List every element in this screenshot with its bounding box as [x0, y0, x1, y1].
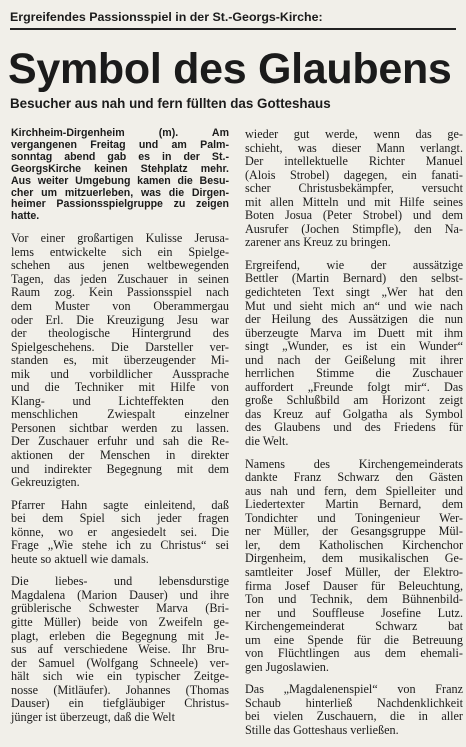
- text-line: große Schlußbild am Horizont zeigt: [245, 393, 463, 408]
- text-line: Aus weiter Umgebung kamen die Besu-: [11, 174, 229, 187]
- text-line: ner und Souffleuse Josefine Lutz.: [245, 605, 463, 620]
- text-line: gedichteten Text singt „Wer hat den: [245, 285, 463, 300]
- text-line: die Welt.: [245, 434, 289, 449]
- body-paragraph: [245, 683, 463, 737]
- text-line: Kirchengemeinderat Schwarz bat: [245, 619, 463, 634]
- text-line: wieder gut werde, wenn das ge-: [245, 127, 463, 141]
- text-line: heimer Passionsspielgruppe zu zeigen: [11, 198, 229, 211]
- text-line: ner Müller, der Gesangsgruppe Mül-: [245, 524, 463, 539]
- text-line: Ergreifend, wie der aussätzige: [245, 257, 463, 272]
- text-line: cher um mitzuerleben, was die Dirgen-: [11, 186, 229, 199]
- text-line: dem Muster von Oberammergau: [11, 298, 229, 313]
- text-line: zarener ans Kreuz zu bringen.: [245, 235, 391, 250]
- text-line: Klang- und Lichteffekten den: [11, 393, 229, 408]
- text-line: Der intellektuelle Richter Manuel: [245, 154, 463, 169]
- text-line: herrlichen Stimme die Zuschauer: [245, 366, 463, 381]
- text-line: Stille das Gotteshaus verließen.: [245, 722, 399, 737]
- body-paragraph: [245, 259, 463, 449]
- body-paragraph: [11, 499, 229, 567]
- text-line: lems entwickelte sich ein Spielge-: [11, 244, 229, 259]
- text-line: Mut und sieht mich an“ und wie nach: [245, 298, 463, 313]
- text-line: Bettler (Martin Bernard) den selbst-: [245, 271, 463, 286]
- text-line: Magdalena (Marion Dauser) und ihre: [11, 587, 229, 602]
- text-line: von Flüchtlingen aus dem ehemali-: [245, 646, 463, 661]
- body-paragraph: [11, 232, 229, 489]
- article-subheadline: Besucher aus nah und fern füllten das Gotteshaus: [10, 96, 331, 111]
- text-line: Tondichter und Toningenieur Wer-: [245, 510, 463, 525]
- text-line: samtleiter Josef Müller, der Elektro-: [245, 564, 463, 579]
- text-line: Dirgenheim, dem musikalischen Ge-: [245, 551, 463, 566]
- text-line: dankte Franz Schwarz den Gästen: [245, 470, 463, 485]
- text-line: Spielgeschehens. Die Darsteller ver-: [11, 339, 229, 354]
- text-line: und nach der Geißelung mit ihrer: [245, 352, 463, 367]
- text-line: Tagen, das jeden Zuschauer in seinen: [11, 271, 229, 286]
- text-line: Dauser) ein tiefgläubiger Christus-: [11, 696, 229, 711]
- text-line: Liedertexter Martin Bernard, dem: [245, 497, 463, 512]
- text-line: scher Christusbekämpfer, versucht: [245, 181, 463, 196]
- text-line: mik und vorbildlicher Aussprache: [11, 366, 229, 381]
- text-line: (Alois Strobel) dagegen, ein fanati-: [245, 167, 463, 182]
- right-column: [245, 128, 463, 747]
- text-line: Frage „Wie stehe ich zu Christus“ sei: [11, 538, 229, 553]
- text-line: um eine Spende für die Betreuung: [245, 632, 463, 647]
- text-line: firma Josef Dauser für Beleuchtung,: [245, 578, 463, 593]
- text-line: Die liebes- und lebensdurstige: [11, 574, 229, 589]
- text-line: überzeugte Marva im Duett mit ihm: [245, 325, 463, 340]
- text-line: Der Zuschauer erfuhr und sah die Re-: [11, 434, 229, 449]
- text-line: Das „Magdalenenspiel“ von Franz: [245, 682, 463, 697]
- body-paragraph: [11, 575, 229, 724]
- article-headline: Symbol des Glaubens: [8, 45, 452, 93]
- text-line: des Glaubens und des Friedens für: [245, 420, 463, 435]
- text-line: und indirekter Begegnung mit dem: [11, 461, 229, 476]
- text-line: heute so aktuell wie damals.: [11, 551, 149, 566]
- text-line: schieht, was dieser Mann verlangt.: [245, 140, 463, 155]
- text-line: hatte.: [11, 210, 40, 223]
- text-line: auffordert „Freunde folgt mir“. Das: [245, 379, 463, 394]
- text-line: Gekreuzigten.: [11, 475, 80, 490]
- text-line: Vor einer großartigen Kulisse Jerusa-: [11, 231, 229, 246]
- text-line: Schaub hinterließ Nachdenklichkeit: [245, 695, 463, 710]
- text-line: mit allen Mitteln und mit Hilfe seines: [245, 194, 463, 209]
- lead-paragraph: [11, 128, 229, 223]
- text-line: der Heilung des Aussätzigen die nun: [245, 312, 463, 327]
- text-line: ler, dem Katholischen Kirchenchor: [245, 537, 463, 552]
- text-line: Raum zog. Kein Passionsspiel nach: [11, 285, 229, 300]
- text-line: Personen sichtbar werden zu lassen.: [11, 420, 229, 435]
- body-paragraph: [245, 128, 463, 250]
- text-line: oder Erl. Die Kreuzigung Jesu war: [11, 312, 229, 327]
- text-line: Pfarrer Hahn sagte einleitend, daß: [11, 497, 229, 512]
- body-paragraph: [245, 458, 463, 675]
- text-line: bei dem Spiel sich jeder fragen: [11, 511, 229, 526]
- article-kicker: Ergreifendes Passionsspiel in der St.-Georgs-Kirche:: [10, 10, 456, 30]
- text-line: könne, wo er angesiedelt sei. Die: [11, 524, 229, 539]
- text-line: Boten Josua (Peter Strobel) und dem: [245, 208, 463, 223]
- text-line: vergangenen Freitag und am Palm-: [11, 138, 229, 151]
- text-line: hält sich wie ein typischer Zeitge-: [11, 669, 229, 684]
- text-line: nosse (Mitläufer). Johannes (Thomas: [11, 682, 229, 697]
- text-line: aus nah und fern, dem Spielleiter und: [245, 483, 463, 498]
- text-line: der Samuel (Wolfgang Schneele) ver-: [11, 655, 229, 670]
- text-line: menschlichen Zwiespalt einzelner: [11, 407, 229, 422]
- text-line: Namens des Kirchengemeinderats: [245, 456, 463, 471]
- text-line: GeorgsKirche keinen Stehplatz mehr.: [11, 162, 229, 175]
- text-line: standen es, mit überzeugender Mi-: [11, 353, 229, 368]
- text-line: Kirchheim-Dirgenheim (m). Am: [11, 127, 229, 139]
- text-line: und die Techniker mit Hilfe von: [11, 380, 229, 395]
- text-line: gen Jugoslawien.: [245, 659, 329, 674]
- text-line: grüblerische Schwester Marva (Bri-: [11, 601, 229, 616]
- text-line: Ton und Technik, dem Bühnenbild-: [245, 592, 463, 607]
- text-line: aktionen der Menschen in direkter: [11, 448, 229, 462]
- text-line: der theologische Hintergrund des: [11, 326, 229, 341]
- text-line: schehen aus jenen weltbewegenden: [11, 258, 229, 273]
- text-line: Ausrufer (Jochen Stimpfle), den Na-: [245, 221, 463, 236]
- text-line: das Kreuz auf Golgatha als Symbol: [245, 406, 463, 421]
- text-line: gitte Müller) beide von Zweifeln ge-: [11, 615, 229, 630]
- text-line: sus auf verschiedene Weise. Ihr Bru-: [11, 642, 229, 657]
- text-line: sonntag abend gab es in der St.-: [11, 150, 229, 163]
- text-line: plagt, erleben die Begegnung mit Je-: [11, 628, 229, 643]
- text-line: bei vielen Zuschauern, die in aller: [245, 709, 463, 724]
- text-line: jünger ist überzeugt, daß die Welt: [11, 709, 175, 724]
- text-line: singt „Wunder, es ist ein Wunder“: [245, 339, 463, 354]
- left-column: [11, 128, 229, 733]
